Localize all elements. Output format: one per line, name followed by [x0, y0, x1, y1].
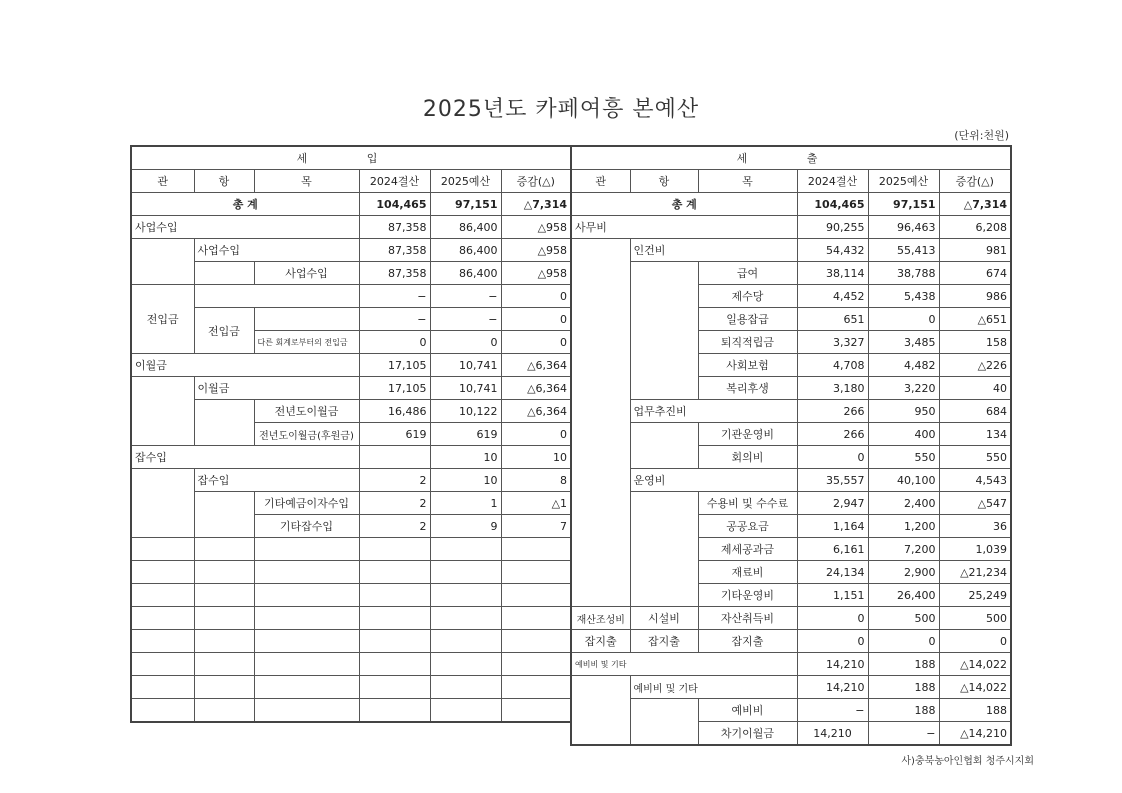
value-diff: 684	[939, 400, 1011, 423]
table-row	[571, 699, 1011, 722]
value-diff: 10	[501, 446, 571, 469]
value-2024: 87,358	[359, 239, 430, 262]
empty-row	[131, 561, 571, 584]
value-diff: 6,208	[939, 216, 1011, 239]
expense-section-header-row	[571, 146, 1011, 170]
empty-row	[131, 676, 571, 699]
table-row	[131, 285, 571, 308]
value-2024: 90,255	[797, 216, 868, 239]
value-2024: 1,151	[797, 584, 868, 607]
value-2025: 0	[868, 308, 939, 331]
empty-cell	[194, 492, 254, 538]
empty-cell	[131, 699, 194, 723]
value-2024: 38,114	[797, 262, 868, 285]
value-2025: 550	[868, 446, 939, 469]
empty-cell	[430, 676, 501, 699]
value-2024: 266	[797, 423, 868, 446]
value-2024: 87,358	[359, 216, 430, 239]
value-2024: 266	[797, 400, 868, 423]
empty-cell	[254, 653, 359, 676]
empty-cell	[359, 538, 430, 561]
value-2025: −	[430, 285, 501, 308]
empty-cell	[131, 561, 194, 584]
empty-row	[131, 699, 571, 723]
income-hang-transfer: 전입금	[194, 308, 254, 354]
income-mok-other-misc: 기타잡수입	[254, 515, 359, 538]
value-diff: 0	[501, 423, 571, 446]
value-diff: △14,210	[939, 722, 1011, 746]
value-diff: △21,234	[939, 561, 1011, 584]
empty-cell	[254, 699, 359, 723]
value-2025: 10,741	[430, 377, 501, 400]
value-2024: 0	[797, 607, 868, 630]
income-mok-interest: 기타예금이자수입	[254, 492, 359, 515]
income-table	[130, 145, 572, 723]
empty-cell	[359, 699, 430, 723]
income-total-label: 총 계	[131, 193, 359, 216]
table-row	[571, 469, 1011, 492]
empty-row	[131, 630, 571, 653]
value-2025: 3,485	[868, 331, 939, 354]
expense-table	[570, 145, 1012, 746]
table-row	[571, 653, 1011, 676]
income-gwan-carryover: 이월금	[131, 354, 359, 377]
expense-mok-asset-acquisition: 자산취득비	[698, 607, 797, 630]
value-2025: 619	[430, 423, 501, 446]
col-mok: 목	[254, 170, 359, 193]
value-2024: −	[359, 308, 430, 331]
value-2025: 188	[868, 676, 939, 699]
value-2025: 10,741	[430, 354, 501, 377]
organization-footer: 사)충북농아인협회 청주시지회	[901, 756, 1034, 767]
expense-hang-business-promotion: 업무추진비	[630, 400, 797, 423]
table-row	[131, 469, 571, 492]
value-2024: 2	[359, 469, 430, 492]
empty-cell	[131, 584, 194, 607]
empty-cell	[359, 607, 430, 630]
table-row	[131, 377, 571, 400]
expense-hang-operations: 운영비	[630, 469, 797, 492]
empty-cell	[254, 561, 359, 584]
value-2025: 38,788	[868, 262, 939, 285]
value-diff: 4,543	[939, 469, 1011, 492]
expense-section-title: 세 출	[571, 146, 1011, 170]
value-diff: 7	[501, 515, 571, 538]
value-2025: 400	[868, 423, 939, 446]
expense-gwan-asset: 재산조성비	[571, 607, 630, 630]
value-2024: 4,452	[797, 285, 868, 308]
value-diff: 0	[939, 630, 1011, 653]
empty-cell	[254, 630, 359, 653]
income-total-row	[131, 193, 571, 216]
value-2025: 86,400	[430, 239, 501, 262]
value-2024: 1,164	[797, 515, 868, 538]
value-2024: 619	[359, 423, 430, 446]
empty-cell	[430, 584, 501, 607]
empty-cell	[571, 239, 630, 607]
expense-mok-utilities: 공공요금	[698, 515, 797, 538]
value-diff: 0	[501, 285, 571, 308]
empty-cell	[194, 699, 254, 723]
table-row	[571, 630, 1011, 653]
value-diff: 0	[501, 331, 571, 354]
value-2025: 7,200	[868, 538, 939, 561]
value-2024: 14,210	[797, 676, 868, 699]
value-2024	[359, 446, 430, 469]
value-diff: △958	[501, 239, 571, 262]
income-total-2024: 104,465	[359, 193, 430, 216]
value-diff: △14,022	[939, 653, 1011, 676]
col-hang: 항	[630, 170, 698, 193]
value-diff: 0	[501, 308, 571, 331]
expense-total-label: 총 계	[571, 193, 797, 216]
empty-cell	[501, 561, 571, 584]
value-2025: 1	[430, 492, 501, 515]
value-2024: 16,486	[359, 400, 430, 423]
empty-cell	[501, 676, 571, 699]
value-2024: 87,358	[359, 262, 430, 285]
value-2025: 96,463	[868, 216, 939, 239]
value-2025: 188	[868, 699, 939, 722]
income-total-diff: △7,314	[501, 193, 571, 216]
value-2024: 0	[797, 446, 868, 469]
value-diff: 674	[939, 262, 1011, 285]
value-2024: 2,947	[797, 492, 868, 515]
expense-gwan-reserve: 예비비 및 기타	[571, 653, 797, 676]
table-row	[131, 400, 571, 423]
income-mok-prev-carryover-donation: 전년도이월금(후원금)	[254, 423, 359, 446]
value-2025: 55,413	[868, 239, 939, 262]
table-row	[131, 446, 571, 469]
value-diff: △14,022	[939, 676, 1011, 699]
value-diff: 158	[939, 331, 1011, 354]
expense-mok-retirement: 퇴직적립금	[698, 331, 797, 354]
empty-cell	[359, 653, 430, 676]
value-2024: 6,161	[797, 538, 868, 561]
value-diff: △958	[501, 262, 571, 285]
income-gwan-misc: 잡수입	[131, 446, 359, 469]
table-row	[131, 492, 571, 515]
value-diff: 1,039	[939, 538, 1011, 561]
empty-cell	[254, 607, 359, 630]
table-row	[131, 262, 571, 285]
table-row	[571, 216, 1011, 239]
empty-cell	[194, 607, 254, 630]
empty-cell	[359, 630, 430, 653]
empty-row	[131, 584, 571, 607]
income-section-header-row	[131, 146, 571, 170]
empty-cell	[359, 561, 430, 584]
empty-cell	[430, 699, 501, 723]
expense-total-2024: 104,465	[797, 193, 868, 216]
empty-cell	[501, 584, 571, 607]
empty-cell	[194, 653, 254, 676]
page-title: 2025년도 카페여흥 본예산	[422, 97, 700, 122]
value-2025: 2,400	[868, 492, 939, 515]
col-2024: 2024결산	[359, 170, 430, 193]
table-row	[571, 423, 1011, 446]
value-2024: 3,180	[797, 377, 868, 400]
value-diff: △1	[501, 492, 571, 515]
value-2025: 26,400	[868, 584, 939, 607]
empty-cell	[131, 377, 194, 446]
expense-gwan-misc: 잡지출	[571, 630, 630, 653]
value-diff: 500	[939, 607, 1011, 630]
value-2024: 14,210	[797, 722, 868, 746]
value-diff: △651	[939, 308, 1011, 331]
expense-mok-agency-ops: 기관운영비	[698, 423, 797, 446]
value-diff: △6,364	[501, 377, 571, 400]
value-diff: 550	[939, 446, 1011, 469]
value-2024: 3,327	[797, 331, 868, 354]
empty-cell	[194, 285, 359, 308]
empty-cell	[430, 538, 501, 561]
col-diff: 증감(△)	[939, 170, 1011, 193]
col-gwan: 관	[131, 170, 194, 193]
value-2024: −	[797, 699, 868, 722]
empty-cell	[194, 630, 254, 653]
expense-hang-reserve: 예비비 및 기타	[630, 676, 797, 699]
empty-cell	[630, 492, 698, 607]
empty-cell	[359, 676, 430, 699]
col-hang: 항	[194, 170, 254, 193]
empty-cell	[254, 584, 359, 607]
col-diff: 증감(△)	[501, 170, 571, 193]
value-2024: 2	[359, 515, 430, 538]
value-diff: 8	[501, 469, 571, 492]
value-2025: 2,900	[868, 561, 939, 584]
expense-gwan-office: 사무비	[571, 216, 797, 239]
empty-cell	[194, 561, 254, 584]
expense-mok-reserve: 예비비	[698, 699, 797, 722]
value-diff: 25,249	[939, 584, 1011, 607]
value-2025: −	[868, 722, 939, 746]
value-2024: 651	[797, 308, 868, 331]
value-2024: 17,105	[359, 354, 430, 377]
expense-column-header-row	[571, 170, 1011, 193]
value-2024: 0	[797, 630, 868, 653]
value-2025: 40,100	[868, 469, 939, 492]
empty-cell	[630, 262, 698, 400]
expense-hang-facility: 시설비	[630, 607, 698, 630]
value-diff: △6,364	[501, 354, 571, 377]
empty-cell	[630, 699, 698, 746]
table-row	[571, 607, 1011, 630]
empty-cell	[131, 676, 194, 699]
value-2025: 4,482	[868, 354, 939, 377]
value-2025: −	[430, 308, 501, 331]
expense-total-2025: 97,151	[868, 193, 939, 216]
empty-cell	[630, 423, 698, 469]
table-row	[571, 492, 1011, 515]
col-2025: 2025예산	[430, 170, 501, 193]
value-2025: 950	[868, 400, 939, 423]
empty-cell	[194, 584, 254, 607]
empty-cell	[430, 653, 501, 676]
income-total-2025: 97,151	[430, 193, 501, 216]
table-row	[131, 354, 571, 377]
col-2024: 2024결산	[797, 170, 868, 193]
value-2024: 54,432	[797, 239, 868, 262]
expense-mok-other-ops: 기타운영비	[698, 584, 797, 607]
income-hang-misc: 잡수입	[194, 469, 359, 492]
empty-cell	[501, 699, 571, 723]
value-2024: −	[359, 285, 430, 308]
income-mok-business: 사업수입	[254, 262, 359, 285]
col-2025: 2025예산	[868, 170, 939, 193]
empty-cell	[430, 561, 501, 584]
value-2024: 2	[359, 492, 430, 515]
empty-cell	[131, 239, 194, 285]
empty-cell	[131, 630, 194, 653]
table-row	[571, 239, 1011, 262]
expense-mok-materials: 재료비	[698, 561, 797, 584]
empty-cell	[501, 538, 571, 561]
empty-cell	[131, 538, 194, 561]
value-diff: 134	[939, 423, 1011, 446]
income-mok-transfer-other: 다른 회계로부터의 전입금	[254, 331, 359, 354]
value-2024: 14,210	[797, 653, 868, 676]
empty-cell	[571, 676, 630, 746]
value-2025: 500	[868, 607, 939, 630]
empty-cell	[194, 538, 254, 561]
income-gwan-business: 사업수입	[131, 216, 359, 239]
value-2025: 86,400	[430, 216, 501, 239]
expense-mok-fees: 수용비 및 수수료	[698, 492, 797, 515]
value-2025: 10	[430, 469, 501, 492]
empty-cell	[254, 308, 359, 331]
expense-mok-social-insurance: 사회보험	[698, 354, 797, 377]
expense-hang-misc: 잡지출	[630, 630, 698, 653]
expense-hang-personnel: 인건비	[630, 239, 797, 262]
table-row	[571, 262, 1011, 285]
expense-mok-allowance: 제수당	[698, 285, 797, 308]
empty-cell	[131, 469, 194, 538]
expense-mok-welfare: 복리후생	[698, 377, 797, 400]
table-row	[571, 400, 1011, 423]
empty-cell	[254, 676, 359, 699]
value-2025: 10,122	[430, 400, 501, 423]
expense-mok-next-carryover: 차기이월금	[698, 722, 797, 746]
income-gwan-transfer: 전입금	[131, 285, 194, 354]
value-diff: 36	[939, 515, 1011, 538]
income-section-title: 세 입	[131, 146, 571, 170]
value-2025: 3,220	[868, 377, 939, 400]
empty-cell	[254, 538, 359, 561]
income-mok-prev-carryover: 전년도이월금	[254, 400, 359, 423]
expense-mok-daily-wage: 일용잡급	[698, 308, 797, 331]
unit-label: (단위:천원)	[954, 129, 1009, 142]
col-gwan: 관	[571, 170, 630, 193]
value-diff: △547	[939, 492, 1011, 515]
table-row	[131, 216, 571, 239]
expense-mok-taxes: 제세공과금	[698, 538, 797, 561]
income-hang-carryover: 이월금	[194, 377, 359, 400]
expense-mok-salary: 급여	[698, 262, 797, 285]
value-diff: △958	[501, 216, 571, 239]
value-2025: 10	[430, 446, 501, 469]
empty-cell	[194, 676, 254, 699]
empty-cell	[131, 653, 194, 676]
empty-cell	[430, 630, 501, 653]
expense-total-diff: △7,314	[939, 193, 1011, 216]
value-2025: 5,438	[868, 285, 939, 308]
value-2024: 0	[359, 331, 430, 354]
income-hang-business: 사업수입	[194, 239, 359, 262]
value-diff: 40	[939, 377, 1011, 400]
col-mok: 목	[698, 170, 797, 193]
value-diff: 986	[939, 285, 1011, 308]
value-2024: 17,105	[359, 377, 430, 400]
table-row	[131, 308, 571, 331]
value-2024: 35,557	[797, 469, 868, 492]
value-2024: 4,708	[797, 354, 868, 377]
empty-cell	[194, 262, 254, 285]
empty-cell	[131, 607, 194, 630]
value-2025: 0	[430, 331, 501, 354]
value-diff: 981	[939, 239, 1011, 262]
empty-row	[131, 538, 571, 561]
table-row	[131, 239, 571, 262]
empty-cell	[430, 607, 501, 630]
expense-mok-misc: 잡지출	[698, 630, 797, 653]
table-row	[571, 676, 1011, 699]
expense-total-row	[571, 193, 1011, 216]
empty-cell	[501, 653, 571, 676]
value-diff: △226	[939, 354, 1011, 377]
income-column-header-row	[131, 170, 571, 193]
value-diff: 188	[939, 699, 1011, 722]
value-diff: △6,364	[501, 400, 571, 423]
empty-cell	[501, 607, 571, 630]
value-2025: 9	[430, 515, 501, 538]
empty-cell	[501, 630, 571, 653]
value-2025: 1,200	[868, 515, 939, 538]
value-2024: 24,134	[797, 561, 868, 584]
expense-mok-meeting: 회의비	[698, 446, 797, 469]
value-2025: 86,400	[430, 262, 501, 285]
value-2025: 0	[868, 630, 939, 653]
empty-cell	[194, 400, 254, 446]
empty-row	[131, 653, 571, 676]
empty-row	[131, 607, 571, 630]
empty-cell	[359, 584, 430, 607]
value-2025: 188	[868, 653, 939, 676]
